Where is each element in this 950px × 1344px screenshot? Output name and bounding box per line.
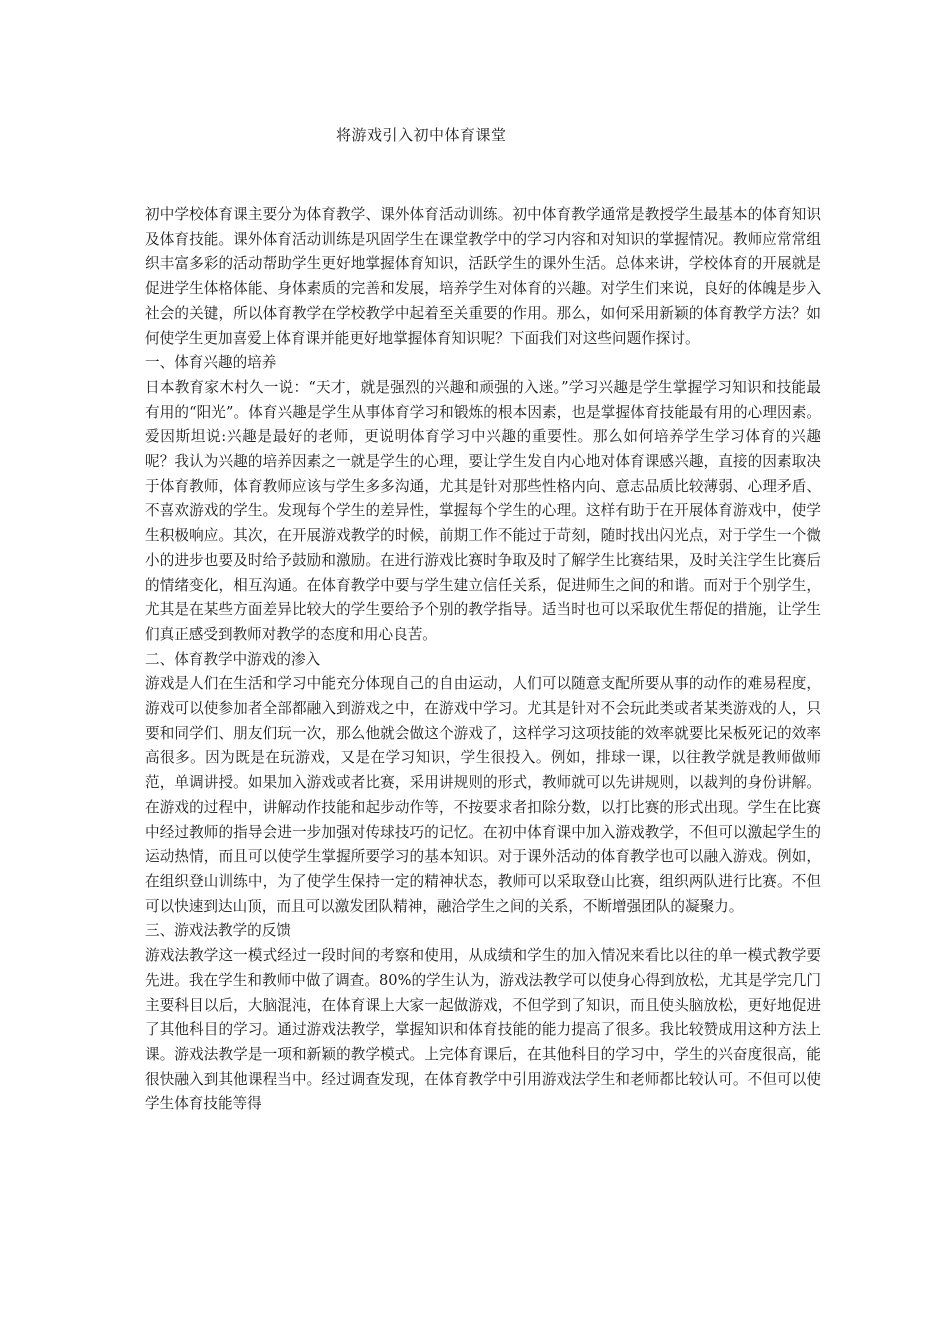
section-body-games: 游戏是人们在生活和学习中能充分体现自己的自由运动，人们可以随意支配所要从事的动作的难易程度，游戏可以使参加者全部都融入到游戏之中，在游戏中学习。尤其是针对不会玩此类或者某类游戏的人，只要和同学们、朋友们玩一次，那么他就会做这个游戏了，这样学习这项技能的效率就要比呆板死记的效率高很多。因为既是在玩游戏，又是在学习知识，学生很投入。例如，排球一课，以往教学就是教师做师范，单调讲授。如果加入游戏或者比赛，采用讲规则的形式，教师就可以先讲规则，以裁判的身份讲解。在游戏的过程中，讲解动作技能和起步动作等，不按要求者扣除分数，以打比赛的形式出现。学生在比赛中经过教师的指导会进一步加强对传球技巧的记忆。在初中体育课中加入游戏教学，不但可以激起学生的运动热情，而且可以使学生掌握所要学习的基本知识。对于课外活动的体育教学也可以融入游戏。例如，在组织登山训练中，为了使学生保持一定的精神状态，教师可以采取登山比赛，组织两队进行比赛。不但可以快速到达山顶，而且可以激发团队精神，融洽学生之间的关系，不断增强团队的凝聚力。 [145,675,821,915]
section-heading-feedback: 三、游戏法教学的反馈 [145,922,291,940]
section-heading-interest: 一、体育兴趣的培养 [145,354,277,372]
section-heading-games: 二、体育教学中游戏的渗入 [145,650,321,668]
section-body-feedback: 游戏法教学这一模式经过一段时间的考察和使用，从成绩和学生的加入情况来看比以往的单一模式教学要先进。我在学生和教师中做了调查。80%的学生认为，游戏法教学可以使身心得到放松，尤其是学完几门主要科目以后，大脑混沌，在体育课上大家一起做游戏，不但学到了知识，而且使头脑放松，更好地促进了其他科目的学习。通过游戏法教学，掌握知识和体育技能的能力提高了很多。我比较赞成用这种方法上课。游戏法教学是一项和新颖的教学模式。上完体育课后，在其他科目的学习中，学生的兴奋度很高，能很快融入到其他课程当中。经过调查发现，在体育教学中引用游戏法学生和老师都比较认可。不但可以使学生体育技能等得 [145,947,821,1113]
intro-paragraph: 初中学校体育课主要分为体育教学、课外体育活动训练。初中体育教学通常是教授学生最基本的体育知识及体育技能。课外体育活动训练是巩固学生在课堂教学中的学习内容和对知识的掌握情况。教师应常常组织丰富多彩的活动帮助学生更好地掌握体育知识，活跃学生的课外生活。总体来讲，学校体育的开展就是促进学生体格体能、身体素质的完善和发展，培养学生对体育的兴趣。对学生们来说，良好的体魄是步入社会的关键，所以体育教学在学校教学中起着至关重要的作用。那么，如何采用新颖的体育教学方法？如何使学生更加喜爱上体育课并能更好地掌握体育知识呢？下面我们对这些问题作探讨。 [145,206,821,347]
document-body [145,203,821,1117]
section-body-interest: 日本教育家木村久一说：“天才，就是强烈的兴趣和顽强的入迷。”学习兴趣是学生掌握学习知识和技能最有用的“阳光”。体育兴趣是学生从事体育学习和锻炼的根本因素，也是掌握体育技能最有用的心理因素。爱因斯坦说:兴趣是最好的老师，更说明体育学习中兴趣的重要性。那么如何培养学生学习体育的兴趣呢？我认为兴趣的培养因素之一就是学生的心理，要让学生发自内心地对体育课感兴趣，直接的因素取决于体育教师，体育教师应该与学生多多沟通，尤其是针对那些性格内向、意志品质比较薄弱、心理矛盾、不喜欢游戏的学生。发现每个学生的差异性，掌握每个学生的心理。这样有助于在开展体育游戏中，使学生积极响应。其次，在开展游戏教学的时候，前期工作不能过于苛刻，随时找出闪光点，对于学生一个微小的进步也要及时给予鼓励和激励。在进行游戏比赛时争取及时了解学生比赛结果，及时关注学生比赛后的情绪变化，相互沟通。在体育教学中要与学生建立信任关系，促进师生之间的和谐。而对于个别学生，尤其是在某些方面差异比较大的学生要给予个别的教学指导。适当时也可以采取优生帮促的措施，让学生们真正感受到教师对教学的态度和用心良苦。 [145,378,821,643]
document-title: 将游戏引入初中体育课堂 [336,126,507,144]
